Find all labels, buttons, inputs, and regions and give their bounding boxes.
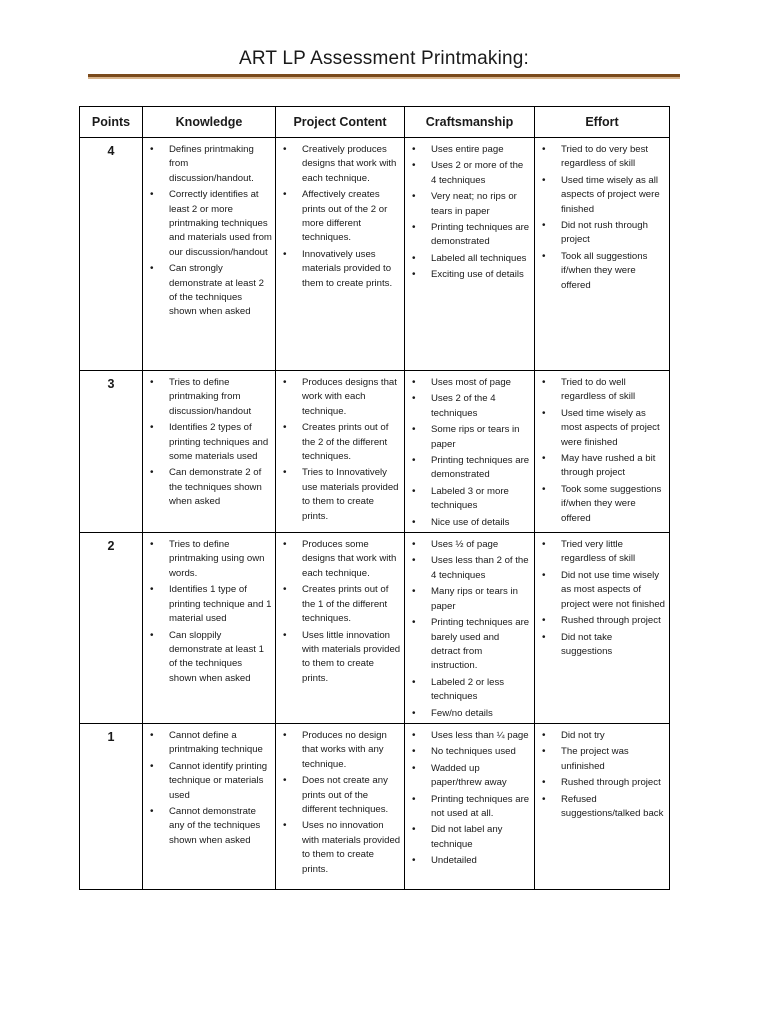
list-item	[409, 423, 531, 452]
list-item	[409, 585, 531, 614]
list-item-text: Creates prints out of the 1 of the different techniques.	[302, 584, 389, 625]
list-item-text: May have rushed a bit through project	[561, 453, 656, 479]
list-item-text: Creatively produces designs that work with each technique.	[302, 144, 397, 184]
list-item	[409, 707, 531, 721]
bullet-icon: •	[150, 263, 154, 275]
bullet-icon: •	[412, 455, 416, 467]
list-item-text: Did not rush through project	[561, 220, 648, 246]
list-item	[409, 745, 531, 759]
header-row	[80, 107, 670, 138]
list-item-text: Defines printmaking from discussion/handout.	[169, 144, 254, 184]
effort-cell	[535, 723, 670, 889]
list-item	[280, 819, 401, 877]
bullet-icon: •	[542, 777, 546, 789]
bullet-icon: •	[542, 729, 546, 741]
list-item	[539, 729, 666, 743]
points-value: 4	[80, 138, 143, 371]
list-item	[409, 616, 531, 674]
bullet-icon: •	[283, 467, 287, 479]
header-effort: Effort	[535, 107, 670, 138]
points-value: 1	[80, 723, 143, 889]
bullet-icon: •	[542, 453, 546, 465]
list-item	[280, 421, 401, 464]
bullet-icon: •	[412, 539, 416, 551]
list-item	[539, 483, 666, 526]
list-item	[409, 143, 531, 157]
bullet-icon: •	[542, 220, 546, 232]
list-item-text: Printing techniques are not used at all.	[431, 793, 530, 819]
list-item	[539, 776, 666, 790]
knowledge-cell	[143, 533, 276, 724]
list-item	[147, 466, 272, 509]
list-item	[409, 762, 531, 791]
list-item	[280, 583, 401, 626]
list-item-text: Printing techniques are demonstrated	[431, 455, 530, 481]
list-item	[280, 538, 401, 581]
list-item-text: Labeled 2 or less techniques	[431, 676, 505, 703]
bullet-icon: •	[150, 422, 154, 434]
list-item-text: Rushed through project	[561, 615, 661, 627]
list-item-text: Took some suggestions if/when they were offered	[561, 483, 662, 524]
list-item	[280, 248, 401, 291]
list-item	[539, 174, 666, 217]
bullet-icon: •	[412, 707, 416, 719]
header-project-content: Project Content	[276, 107, 405, 138]
list-item	[147, 538, 272, 581]
table-row	[80, 371, 670, 533]
list-item	[409, 485, 531, 514]
list-item-text: Did not try	[561, 729, 605, 741]
craftsmanship-cell	[405, 533, 535, 724]
list-item-text: Uses no innovation with materials provided to them to create prints.	[302, 820, 401, 875]
bullet-icon: •	[150, 144, 154, 155]
table-row	[80, 138, 670, 371]
list-item	[539, 219, 666, 248]
bullet-icon: •	[283, 377, 287, 388]
list-item	[280, 629, 401, 687]
bullet-icon: •	[542, 377, 546, 388]
list-item-text: Uses ½ of page	[431, 539, 499, 551]
list-item	[539, 376, 666, 405]
list-item	[280, 774, 401, 817]
list-item-text: Used time wisely as most aspects of project were finished	[561, 407, 660, 448]
list-item	[147, 188, 272, 260]
bullet-icon: •	[283, 729, 287, 741]
list-item-text: Identifies 1 type of printing technique and 1 material used	[169, 584, 272, 625]
list-item	[409, 221, 531, 250]
project-content-cell	[276, 371, 405, 533]
list-item	[539, 745, 666, 774]
list-item	[409, 190, 531, 219]
bullet-icon: •	[542, 615, 546, 627]
bullet-icon: •	[283, 144, 287, 155]
list-item-text: Affectively creates prints out of the 2 or more different techniques.	[302, 189, 388, 244]
list-item	[147, 583, 272, 626]
bullet-icon: •	[412, 762, 416, 774]
bullet-icon: •	[542, 144, 546, 155]
list-item-text: No techniques used	[431, 746, 516, 758]
list-item-text: Very neat; no rips or tears in paper	[431, 191, 517, 217]
header-craftsmanship: Craftsmanship	[405, 107, 535, 138]
list-item	[409, 454, 531, 483]
knowledge-cell	[143, 138, 276, 371]
list-item	[539, 631, 666, 660]
bullet-icon: •	[283, 539, 287, 551]
bullet-icon: •	[412, 485, 416, 497]
list-item	[280, 466, 401, 524]
table-row	[80, 723, 670, 889]
list-item-text: Used time wisely as all aspects of project were finished	[561, 174, 660, 215]
bullet-icon: •	[412, 377, 416, 388]
list-item	[539, 250, 666, 293]
list-item-text: Labeled all techniques	[431, 252, 527, 264]
knowledge-cell	[143, 723, 276, 889]
list-item-text: Produces some designs that work with each technique.	[302, 539, 397, 579]
craftsmanship-cell	[405, 723, 535, 889]
craftsmanship-cell	[405, 371, 535, 533]
effort-cell	[535, 533, 670, 724]
list-item-text: Exciting use of details	[431, 269, 524, 281]
list-item	[409, 676, 531, 705]
bullet-icon: •	[542, 746, 546, 758]
bullet-icon: •	[283, 820, 287, 832]
list-item-text: Does not create any prints out of the different techniques.	[302, 775, 389, 815]
list-item-text: Uses 2 of the 4 techniques	[431, 393, 496, 419]
bullet-icon: •	[412, 855, 416, 867]
list-item	[280, 188, 401, 246]
list-item-text: Uses 2 or more of the 4 techniques	[431, 160, 524, 186]
list-item	[539, 452, 666, 481]
effort-cell	[535, 371, 670, 533]
bullet-icon: •	[412, 252, 416, 264]
list-item	[539, 538, 666, 567]
list-item	[409, 159, 531, 188]
bullet-icon: •	[412, 516, 416, 528]
bullet-icon: •	[150, 377, 154, 388]
list-item-text: Rushed through project	[561, 777, 661, 789]
list-item	[147, 262, 272, 320]
list-item	[147, 805, 272, 848]
list-item-text: Uses less than ¼ page	[431, 729, 529, 741]
craftsmanship-cell	[405, 138, 535, 371]
list-item-text: Cannot demonstrate any of the techniques shown when asked	[169, 805, 261, 846]
list-item	[409, 252, 531, 266]
list-item-text: Tries to define printmaking using own words.	[169, 539, 265, 579]
list-item	[539, 407, 666, 450]
list-item	[409, 823, 531, 852]
list-item	[147, 760, 272, 803]
bullet-icon: •	[412, 160, 416, 172]
list-item	[409, 793, 531, 822]
list-item-text: Tries to define printmaking from discussion/handout	[169, 377, 252, 417]
bullet-icon: •	[542, 539, 546, 551]
list-item-text: Took all suggestions if/when they were offered	[561, 250, 648, 291]
list-item	[539, 569, 666, 612]
list-item	[147, 421, 272, 464]
bullet-icon: •	[283, 629, 287, 641]
knowledge-cell	[143, 371, 276, 533]
bullet-icon: •	[283, 189, 287, 201]
list-item-text: Uses little innovation with materials provided to them to create prints.	[302, 629, 401, 684]
bullet-icon: •	[412, 191, 416, 203]
bullet-icon: •	[542, 483, 546, 495]
list-item-text: Nice use of details	[431, 516, 510, 528]
bullet-icon: •	[283, 584, 287, 596]
list-item	[147, 143, 272, 186]
list-item	[409, 516, 531, 530]
list-item-text: Innovatively uses materials provided to them to create prints.	[302, 248, 393, 289]
bullet-icon: •	[412, 793, 416, 805]
list-item	[147, 729, 272, 758]
list-item	[147, 376, 272, 419]
title-underline-shadow	[88, 77, 680, 79]
list-item-text: Cannot identify printing technique or materials used	[169, 760, 268, 801]
bullet-icon: •	[150, 729, 154, 741]
list-item-text: Wadded up paper/threw away	[431, 762, 507, 789]
bullet-icon: •	[412, 269, 416, 281]
list-item-text: Produces designs that work with each technique.	[302, 377, 397, 417]
list-item-text: Labeled 3 or more techniques	[431, 485, 509, 512]
list-item-text: Tried to do very best regardless of skill	[561, 144, 649, 170]
bullet-icon: •	[150, 467, 154, 479]
effort-cell	[535, 138, 670, 371]
bullet-icon: •	[412, 617, 416, 629]
list-item	[409, 854, 531, 868]
bullet-icon: •	[283, 248, 287, 260]
bullet-icon: •	[542, 174, 546, 186]
bullet-icon: •	[542, 631, 546, 643]
list-item-text: Refused suggestions/talked back	[561, 793, 664, 819]
page-title: ART LP Assessment Printmaking:	[238, 48, 530, 69]
bullet-icon: •	[283, 422, 287, 434]
bullet-icon: •	[150, 760, 154, 772]
project-content-cell	[276, 138, 405, 371]
bullet-icon: •	[150, 805, 154, 817]
list-item-text: Correctly identifies at least 2 or more printmaking techniques and materials used from our discussion/handout	[169, 189, 272, 258]
header-knowledge: Knowledge	[143, 107, 276, 138]
list-item-text: Tried to do well regardless of skill	[561, 377, 636, 403]
list-item-text: Cannot define a printmaking technique	[169, 729, 263, 756]
rubric-table	[79, 106, 670, 890]
list-item-text: Uses entire page	[431, 144, 504, 155]
points-value: 2	[80, 533, 143, 724]
bullet-icon: •	[412, 746, 416, 758]
list-item-text: Undetailed	[431, 855, 477, 867]
header-points: Points	[80, 107, 143, 138]
list-item	[280, 729, 401, 772]
project-content-cell	[276, 723, 405, 889]
bullet-icon: •	[150, 629, 154, 641]
bullet-icon: •	[542, 407, 546, 419]
bullet-icon: •	[542, 569, 546, 581]
list-item	[409, 268, 531, 282]
list-item-text: Produces no design that works with any technique.	[302, 729, 387, 770]
table-row	[80, 533, 670, 724]
bullet-icon: •	[412, 676, 416, 688]
bullet-icon: •	[412, 222, 416, 234]
bullet-icon: •	[412, 393, 416, 405]
list-item-text: Can sloppily demonstrate at least 1 of the techniques shown when asked	[169, 629, 264, 684]
bullet-icon: •	[150, 539, 154, 551]
bullet-icon: •	[542, 250, 546, 262]
bullet-icon: •	[412, 729, 416, 741]
list-item-text: Can strongly demonstrate at least 2 of the techniques shown when asked	[169, 263, 264, 318]
list-item-text: Some rips or tears in paper	[431, 424, 520, 450]
bullet-icon: •	[150, 189, 154, 201]
bullet-icon: •	[283, 775, 287, 787]
list-item	[539, 143, 666, 172]
project-content-cell	[276, 533, 405, 724]
list-item-text: Printing techniques are barely used and detract from instruction.	[431, 617, 530, 672]
list-item	[409, 538, 531, 552]
points-value: 3	[80, 371, 143, 533]
list-item-text: Did not label any technique	[431, 824, 503, 850]
bullet-icon: •	[412, 424, 416, 436]
bullet-icon: •	[412, 586, 416, 598]
list-item-text: Tries to Innovatively use materials provided to them to create prints.	[302, 467, 399, 522]
list-item	[147, 629, 272, 687]
list-item	[280, 376, 401, 419]
list-item-text: Few/no details	[431, 707, 493, 719]
bullet-icon: •	[150, 584, 154, 596]
list-item	[539, 614, 666, 628]
bullet-icon: •	[412, 824, 416, 836]
bullet-icon: •	[412, 555, 416, 567]
list-item	[409, 392, 531, 421]
list-item	[409, 376, 531, 390]
list-item	[280, 143, 401, 186]
list-item-text: Printing techniques are demonstrated	[431, 222, 530, 248]
bullet-icon: •	[542, 793, 546, 805]
list-item-text: Many rips or tears in paper	[431, 586, 518, 612]
list-item-text: Did not take suggestions	[561, 631, 613, 657]
list-item-text: Uses most of page	[431, 377, 511, 388]
list-item-text: The project was unfinished	[561, 746, 629, 772]
list-item-text: Did not use time wisely as most aspects of project were not finished	[561, 569, 665, 610]
list-item-text: Uses less than 2 of the 4 techniques	[431, 555, 529, 581]
list-item-text: Creates prints out of the 2 of the different techniques.	[302, 422, 389, 463]
list-item	[409, 554, 531, 583]
list-item	[409, 729, 531, 743]
list-item-text: Can demonstrate 2 of the techniques shown when asked	[169, 467, 262, 508]
bullet-icon: •	[412, 144, 416, 155]
list-item-text: Identifies 2 types of printing techniques and some materials used	[169, 422, 269, 463]
list-item	[539, 793, 666, 822]
list-item-text: Tried very little regardless of skill	[561, 539, 636, 565]
